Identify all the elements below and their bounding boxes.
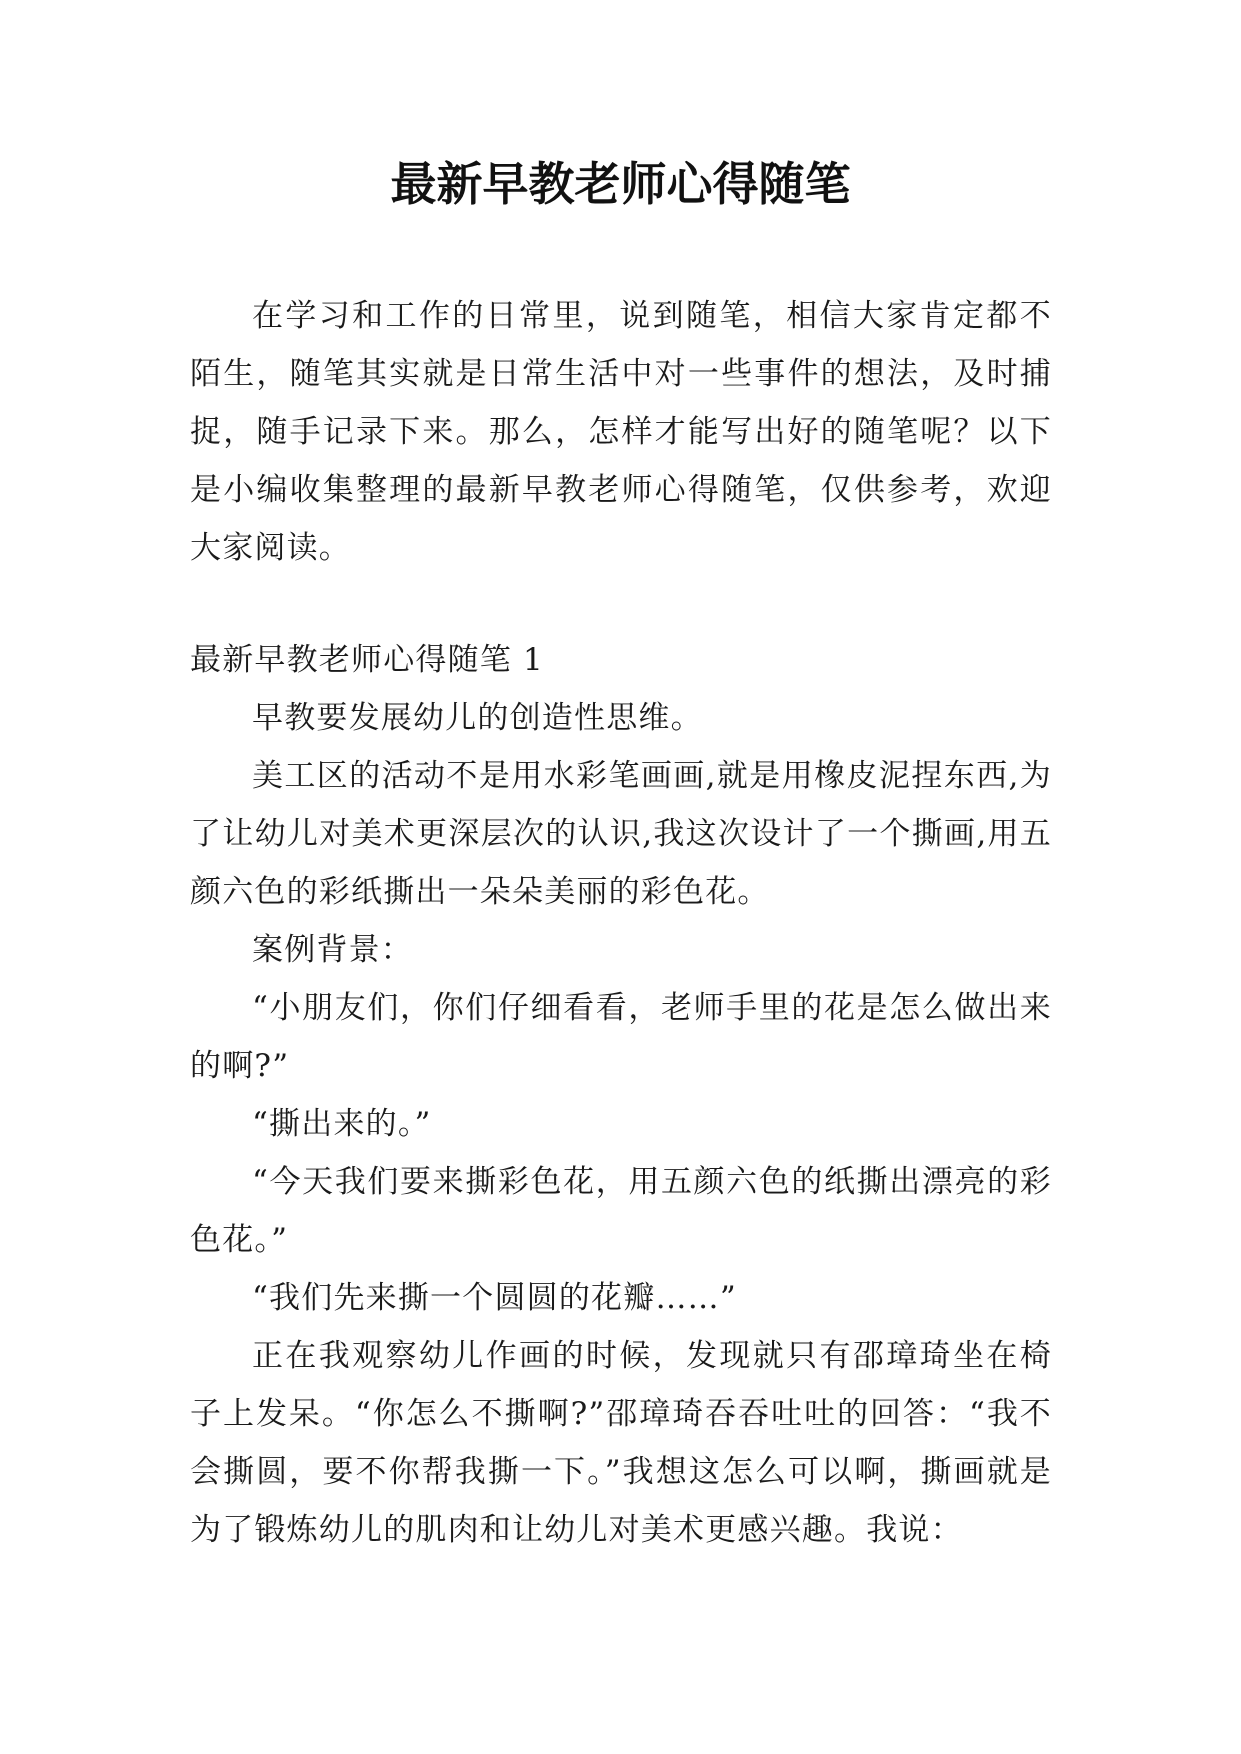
section-heading: 最新早教老师心得随笔 1: [190, 642, 544, 678]
document-body: [190, 287, 1052, 1559]
body-paragraph: 美工区的活动不是用水彩笔画画,就是用橡皮泥捏东西,为了让幼儿对美术更深层次的认识,我这次设计了一个撕画,用五颜六色的彩纸撕出一朵朵美丽的彩色花。: [190, 758, 1052, 910]
body-paragraph: “小朋友们，你们仔细看看，老师手里的花是怎么做出来的啊?”: [190, 990, 1052, 1084]
body-paragraph: 正在我观察幼儿作画的时候，发现就只有邵璋琦坐在椅子上发呆。“你怎么不撕啊?”邵璋琦吞吞吐吐的回答：“我不会撕圆，要不你帮我撕一下。”我想这怎么可以啊，撕画就是为了锻炼幼儿的肌肉和让幼儿对美术更感兴趣。我说：: [190, 1338, 1052, 1548]
body-paragraph: “撕出来的。”: [252, 1106, 432, 1142]
body-paragraph: “今天我们要来撕彩色花，用五颜六色的纸撕出漂亮的彩色花。”: [190, 1164, 1052, 1258]
body-paragraph: 早教要发展幼儿的创造性思维。: [252, 700, 703, 736]
intro-paragraph: 在学习和工作的日常里，说到随笔，相信大家肯定都不陌生，随笔其实就是日常生活中对一些事件的想法，及时捕捉，随手记录下来。那么，怎样才能写出好的随笔呢？以下是小编收集整理的最新早教老师心得随笔，仅供参考，欢迎大家阅读。: [190, 298, 1052, 566]
document-title: 最新早教老师心得随笔: [390, 157, 851, 211]
body-paragraph: 案例背景：: [252, 932, 413, 968]
body-paragraph: “我们先来撕一个圆圆的花瓣……”: [252, 1280, 737, 1316]
